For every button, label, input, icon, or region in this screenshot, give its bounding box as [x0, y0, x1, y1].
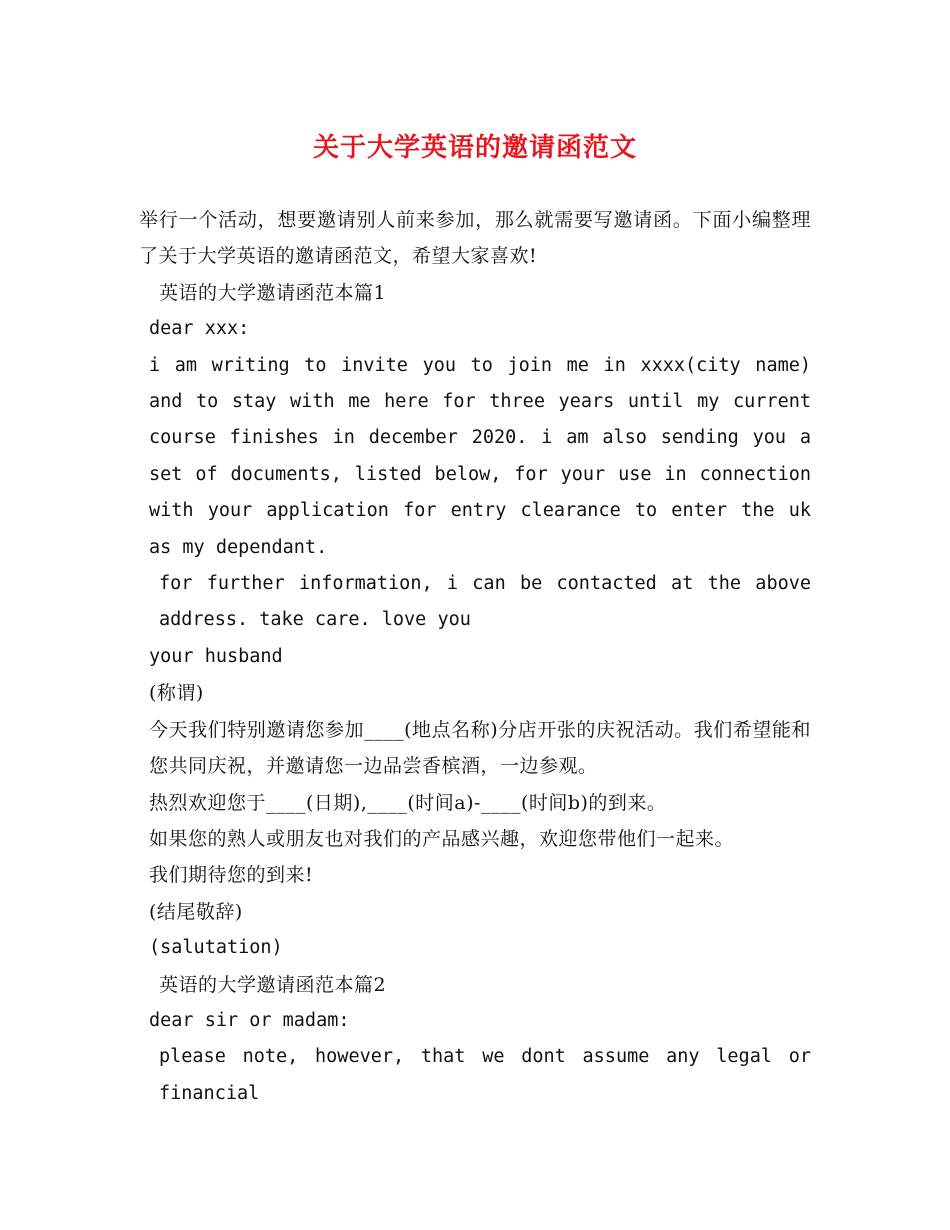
- letter-greeting-2: dear sir or madam:: [149, 1009, 350, 1031]
- friends-line: 如果您的熟人或朋友也对我们的产品感兴趣，欢迎您带他们一起来。: [149, 827, 735, 850]
- document-body: [139, 202, 811, 1112]
- letter-closing-paragraph: for further information, i can be contacted at the above address. take care. love you: [159, 573, 811, 631]
- welcome-line: 热烈欢迎您于____(日期),____(时间a)-____(时间b)的到来。: [149, 791, 667, 814]
- letter-body-paragraph-2: please note, however, that we dont assume any legal or financial: [159, 1046, 811, 1104]
- invitation-paragraph: 今天我们特别邀请您参加____(地点名称)分店开张的庆祝活动。我们希望能和您共同庆祝，并邀请您一边品尝香槟酒，一边参观。: [149, 718, 811, 778]
- looking-forward-line: 我们期待您的到来!: [149, 864, 314, 887]
- document-title: 关于大学英语的邀请函范文: [312, 133, 637, 163]
- closing-placeholder: (结尾敬辞): [149, 900, 243, 923]
- letter-greeting: dear xxx:: [149, 318, 250, 340]
- salutation-placeholder: (称谓): [149, 682, 204, 705]
- letter-body-paragraph: i am writing to invite you to join me in xxxx(city name) and to stay with me here for three years until my current course finishes in december 2020. i am also sending you a set of documents, listed below, for your use in connection with your application for entry clearance to enter the uk as my dependant.: [149, 354, 811, 558]
- intro-paragraph: 举行一个活动，想要邀请别人前来参加，那么就需要写邀请函。下面小编整理了关于大学英语的邀请函范文，希望大家喜欢!: [139, 209, 811, 268]
- section-heading-1: 英语的大学邀请函范本篇1: [159, 281, 387, 304]
- section-heading-2: 英语的大学邀请函范本篇2: [159, 973, 387, 996]
- letter-signature: your husband: [149, 645, 283, 667]
- salutation-line: (salutation): [149, 937, 283, 959]
